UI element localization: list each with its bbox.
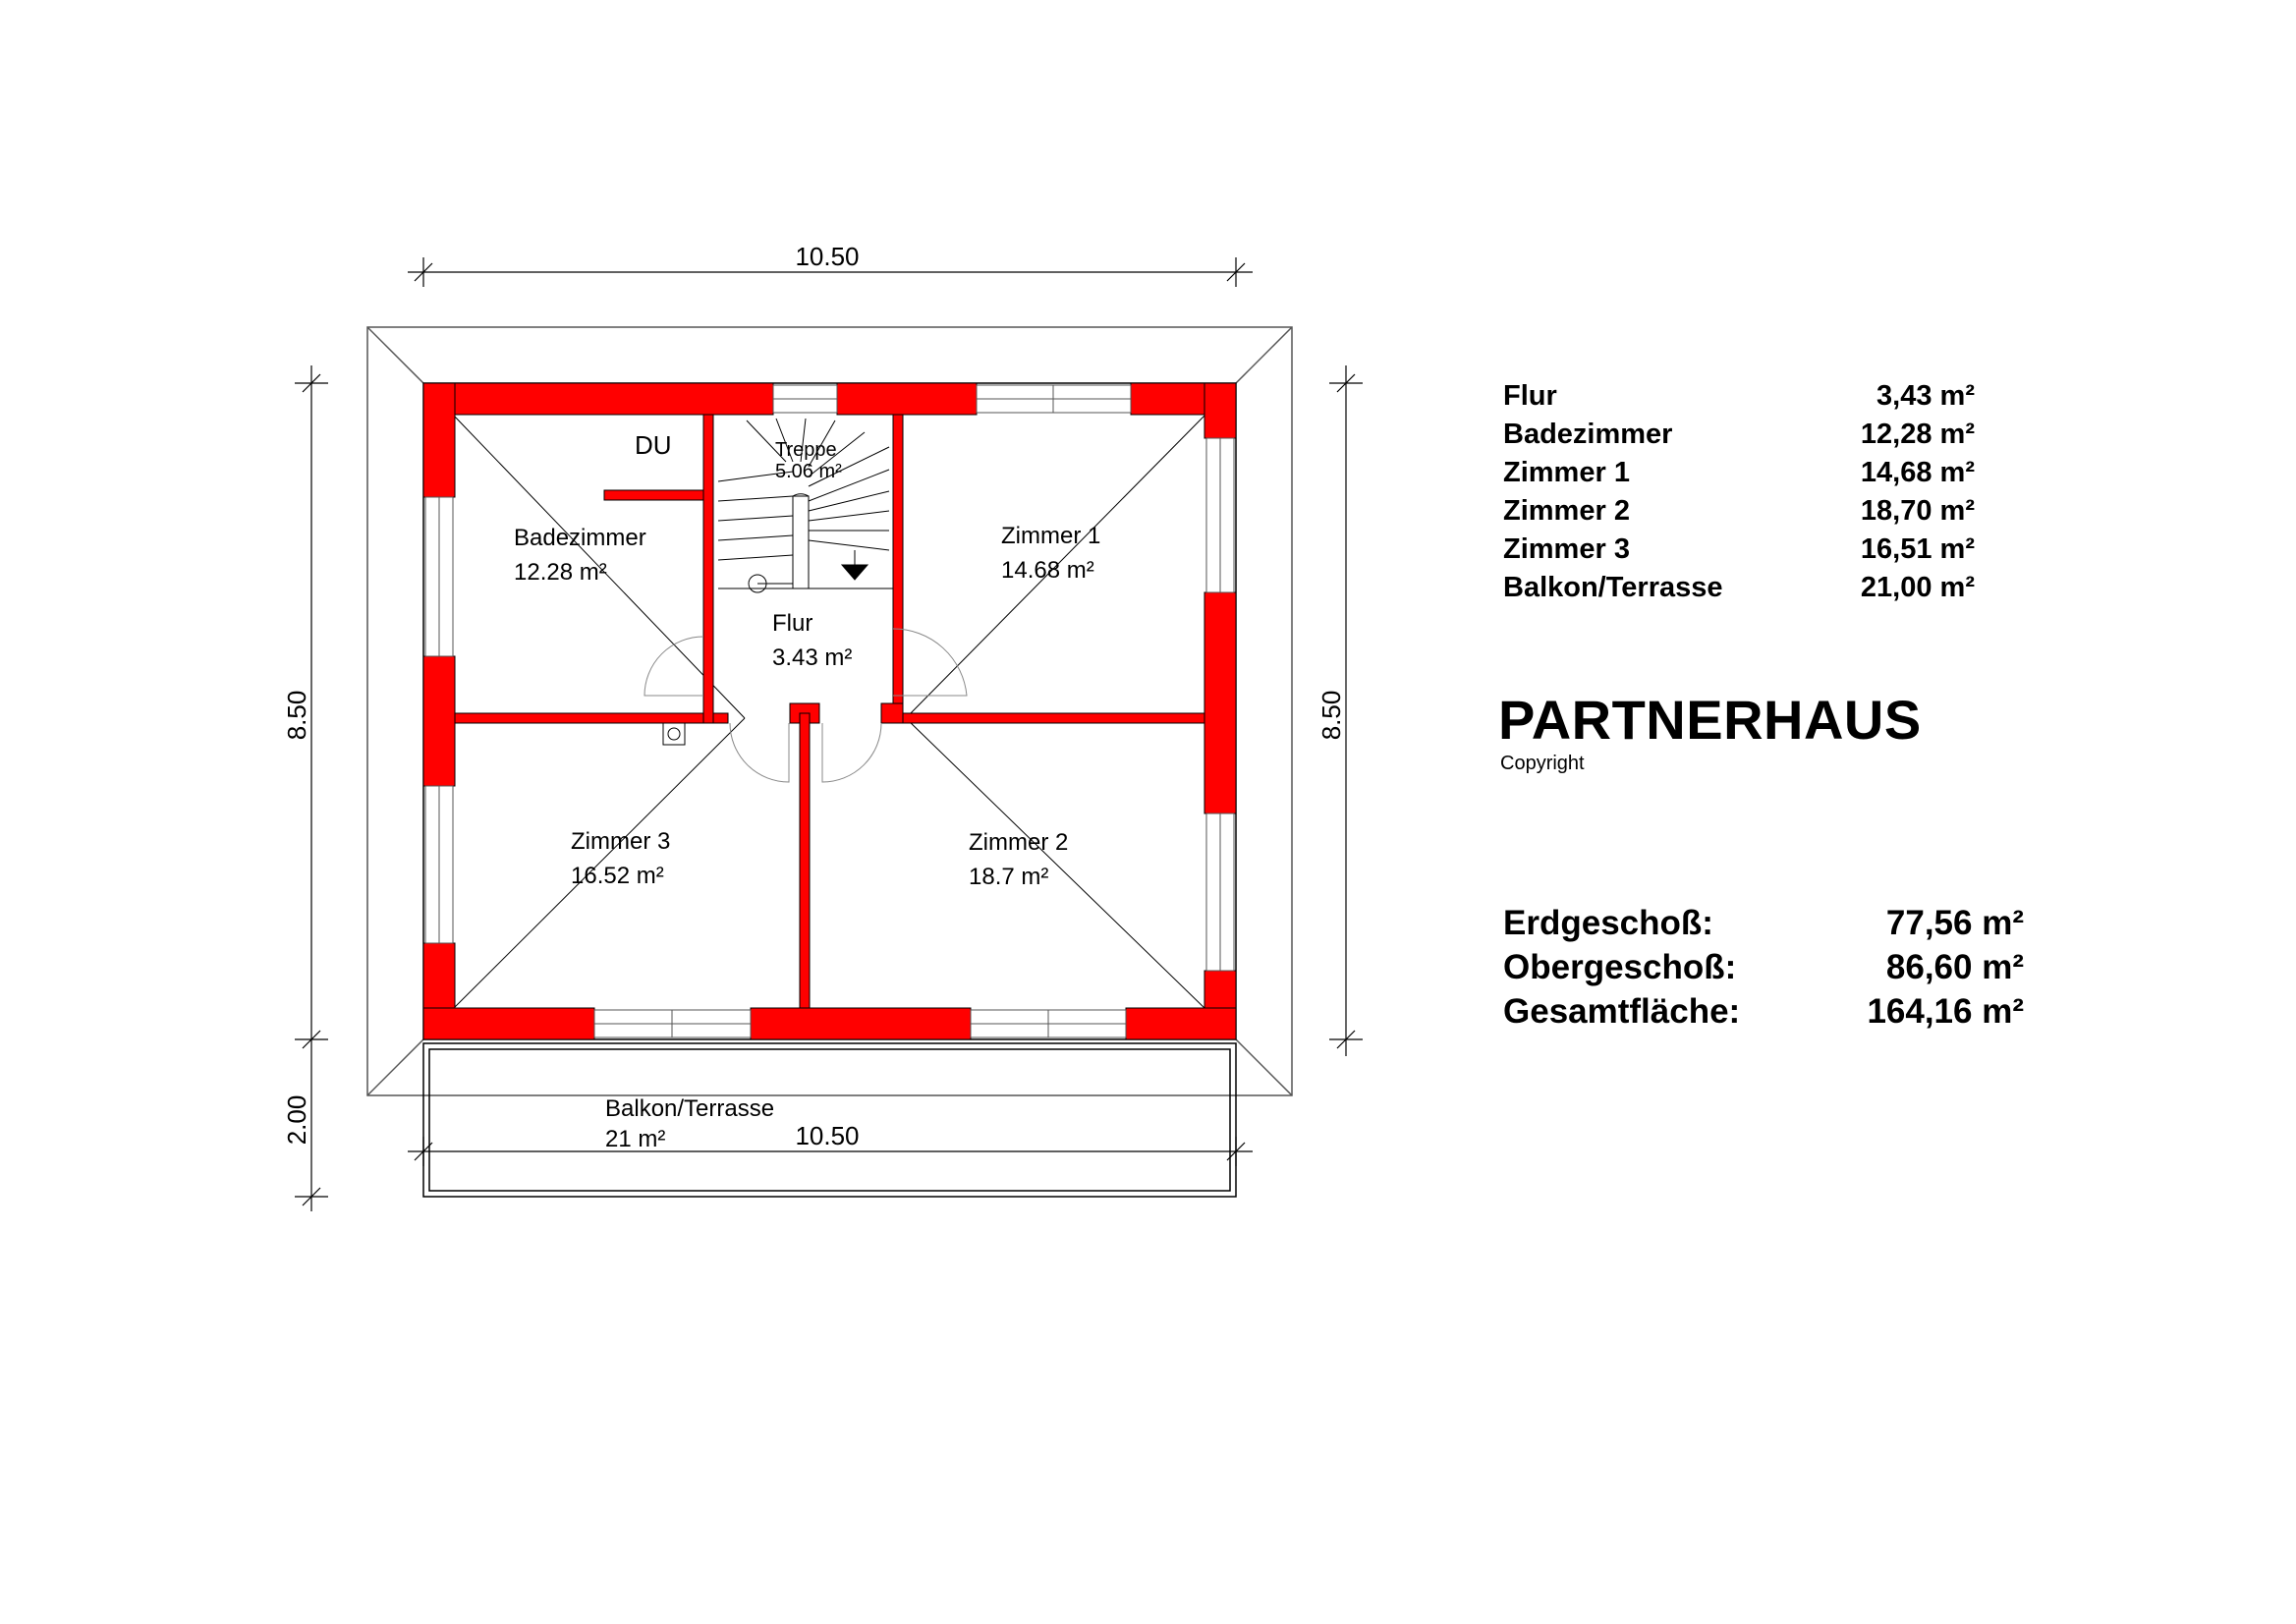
- area-value: 12,28 m²: [1860, 419, 1975, 450]
- area-name: Zimmer 2: [1503, 495, 1630, 527]
- room-zimmer2-area: 18.7 m²: [969, 864, 1049, 890]
- roof-diagonals: [453, 415, 1205, 1009]
- room-zimmer3-area: 16.52 m²: [571, 863, 664, 889]
- summary-value: 164,16 m²: [1867, 992, 2024, 1031]
- area-name: Zimmer 1: [1503, 457, 1630, 488]
- room-du-label: DU: [635, 430, 672, 460]
- area-value: 18,70 m²: [1860, 495, 1975, 527]
- area-row-zimmer2: [1503, 495, 1975, 533]
- room-treppe-name: Treppe: [775, 439, 837, 461]
- area-table: [1503, 380, 1975, 610]
- summary-name: Gesamtfläche:: [1503, 992, 1741, 1031]
- summary-value: 77,56 m²: [1885, 904, 2024, 942]
- area-row-badezimmer: [1503, 419, 1975, 457]
- area-name: Balkon/Terrasse: [1503, 572, 1723, 603]
- dim-top-width: 10.50: [795, 242, 860, 271]
- room-zimmer2-name: Zimmer 2: [969, 829, 1069, 856]
- area-row-flur: [1503, 380, 1975, 419]
- dim-right-height: 8.50: [1316, 690, 1346, 741]
- dim-balcony-width: 10.50: [795, 1121, 860, 1150]
- room-balkon-name: Balkon/Terrasse: [605, 1095, 775, 1122]
- summary-value: 86,60 m²: [1885, 948, 2024, 986]
- area-row-zimmer1: [1503, 457, 1975, 495]
- chimney: [663, 723, 685, 745]
- area-value: 16,51 m²: [1860, 533, 1975, 565]
- summary-name: Obergeschoß:: [1503, 948, 1737, 986]
- room-zimmer3-name: Zimmer 3: [571, 828, 671, 855]
- room-badezimmer-area: 12.28 m²: [514, 559, 607, 586]
- summary-row-gesamtflaeche: [1503, 992, 2024, 1036]
- windows: [425, 385, 1234, 1037]
- area-name: Flur: [1503, 380, 1557, 412]
- room-flur-area: 3.43 m²: [772, 644, 853, 671]
- brand-title: PARTNERHAUS: [1498, 689, 1922, 751]
- area-value: 21,00 m²: [1860, 572, 1975, 603]
- dim-left-height: 8.50: [282, 690, 311, 741]
- balcony-outline: [423, 1043, 1236, 1197]
- dim-balcony-depth: 2.00: [282, 1094, 311, 1146]
- summary-name: Erdgeschoß:: [1503, 904, 1713, 942]
- room-treppe-area: 5.06 m²: [775, 461, 842, 482]
- room-balkon-area: 21 m²: [605, 1126, 666, 1152]
- room-badezimmer-name: Badezimmer: [514, 525, 646, 551]
- room-flur-name: Flur: [772, 610, 813, 637]
- area-row-balkon: [1503, 572, 1975, 610]
- area-value: 3,43 m²: [1876, 380, 1975, 412]
- area-name: Badezimmer: [1503, 419, 1673, 450]
- area-value: 14,68 m²: [1860, 457, 1975, 488]
- area-name: Zimmer 3: [1503, 533, 1630, 565]
- area-summary: [1503, 904, 2024, 1036]
- summary-row-obergeschoss: [1503, 948, 2024, 992]
- summary-row-erdgeschoss: [1503, 904, 2024, 948]
- room-zimmer1-name: Zimmer 1: [1001, 523, 1101, 549]
- area-row-zimmer3: [1503, 533, 1975, 572]
- room-zimmer1-area: 14.68 m²: [1001, 557, 1094, 584]
- copyright-label: Copyright: [1500, 753, 1585, 774]
